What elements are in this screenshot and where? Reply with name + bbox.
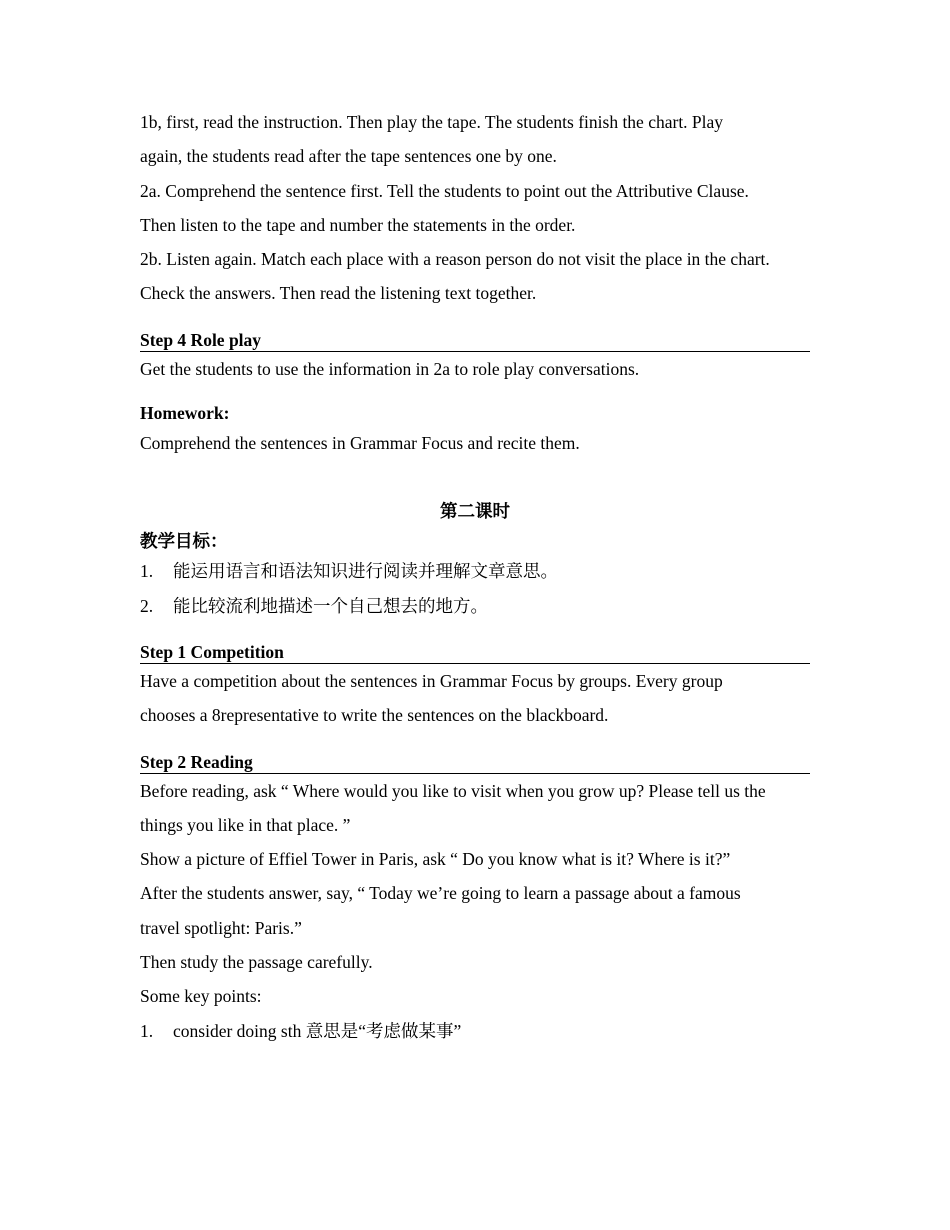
homework-heading: Homework: <box>140 403 230 424</box>
step4-text: Get the students to use the information in 2a to role play conversations. <box>140 358 640 379</box>
objective-number: 2. <box>140 595 154 616</box>
step2-text-line-6: Then study the passage carefully. <box>140 952 373 973</box>
step1-text-line-2: chooses a 8representative to write the sentences on the blackboard. <box>140 705 609 726</box>
key-point-text: consider doing sth 意思是“考虑做某事” <box>173 1020 462 1041</box>
step2-text-line-1: Before reading, ask “ Where would you like to visit when you grow up? Please tell us the <box>140 780 766 801</box>
step2-heading: Step 2 Reading <box>140 751 810 774</box>
key-point-item-1 <box>140 1014 810 1048</box>
step2-text-line-3: Show a picture of Effiel Tower in Paris, ask “ Do you know what is it? Where is it?” <box>140 849 731 870</box>
lesson2-title: 第二课时 <box>440 501 510 522</box>
step2-text-line-2: things you like in that place. ” <box>140 814 351 835</box>
step1-heading: Step 1 Competition <box>140 641 810 664</box>
paragraph-2a-line-2: Then listen to the tape and number the statements in the order. <box>140 214 576 235</box>
objective-text: 能比较流利地描述一个自己想去的地方。 <box>173 595 488 616</box>
homework-text: Comprehend the sentences in Grammar Focus and recite them. <box>140 433 580 454</box>
step1-text-line-1: Have a competition about the sentences in Grammar Focus by groups. Every group <box>140 670 723 691</box>
paragraph-2b-line-1: 2b. Listen again. Match each place with a reason person do not visit the place in the chart. <box>140 249 770 270</box>
objective-item-2 <box>140 589 810 623</box>
step2-text-line-4: After the students answer, say, “ Today we’re going to learn a passage about a famous <box>140 883 741 904</box>
paragraph-1b-line-2: again, the students read after the tape sentences one by one. <box>140 146 557 167</box>
paragraph-2b-line-2: Check the answers. Then read the listening text together. <box>140 283 537 304</box>
key-point-number: 1. <box>140 1020 154 1041</box>
paragraph-1b-line-1: 1b, first, read the instruction. Then play the tape. The students finish the chart. Play <box>140 112 724 132</box>
objectives-heading: 教学目标： <box>140 531 228 552</box>
step4-heading: Step 4 Role play <box>140 329 810 352</box>
objective-item-1 <box>140 554 810 588</box>
objective-number: 1. <box>140 561 154 582</box>
document-page <box>140 105 810 1048</box>
step2-text-line-7: Some key points: <box>140 986 262 1007</box>
paragraph-2a-line-1: 2a. Comprehend the sentence first. Tell the students to point out the Attributive Clause. <box>140 180 749 201</box>
step2-text-line-5: travel spotlight: Paris.” <box>140 917 302 938</box>
objective-text: 能运用语言和语法知识进行阅读并理解文章意思。 <box>173 561 558 582</box>
